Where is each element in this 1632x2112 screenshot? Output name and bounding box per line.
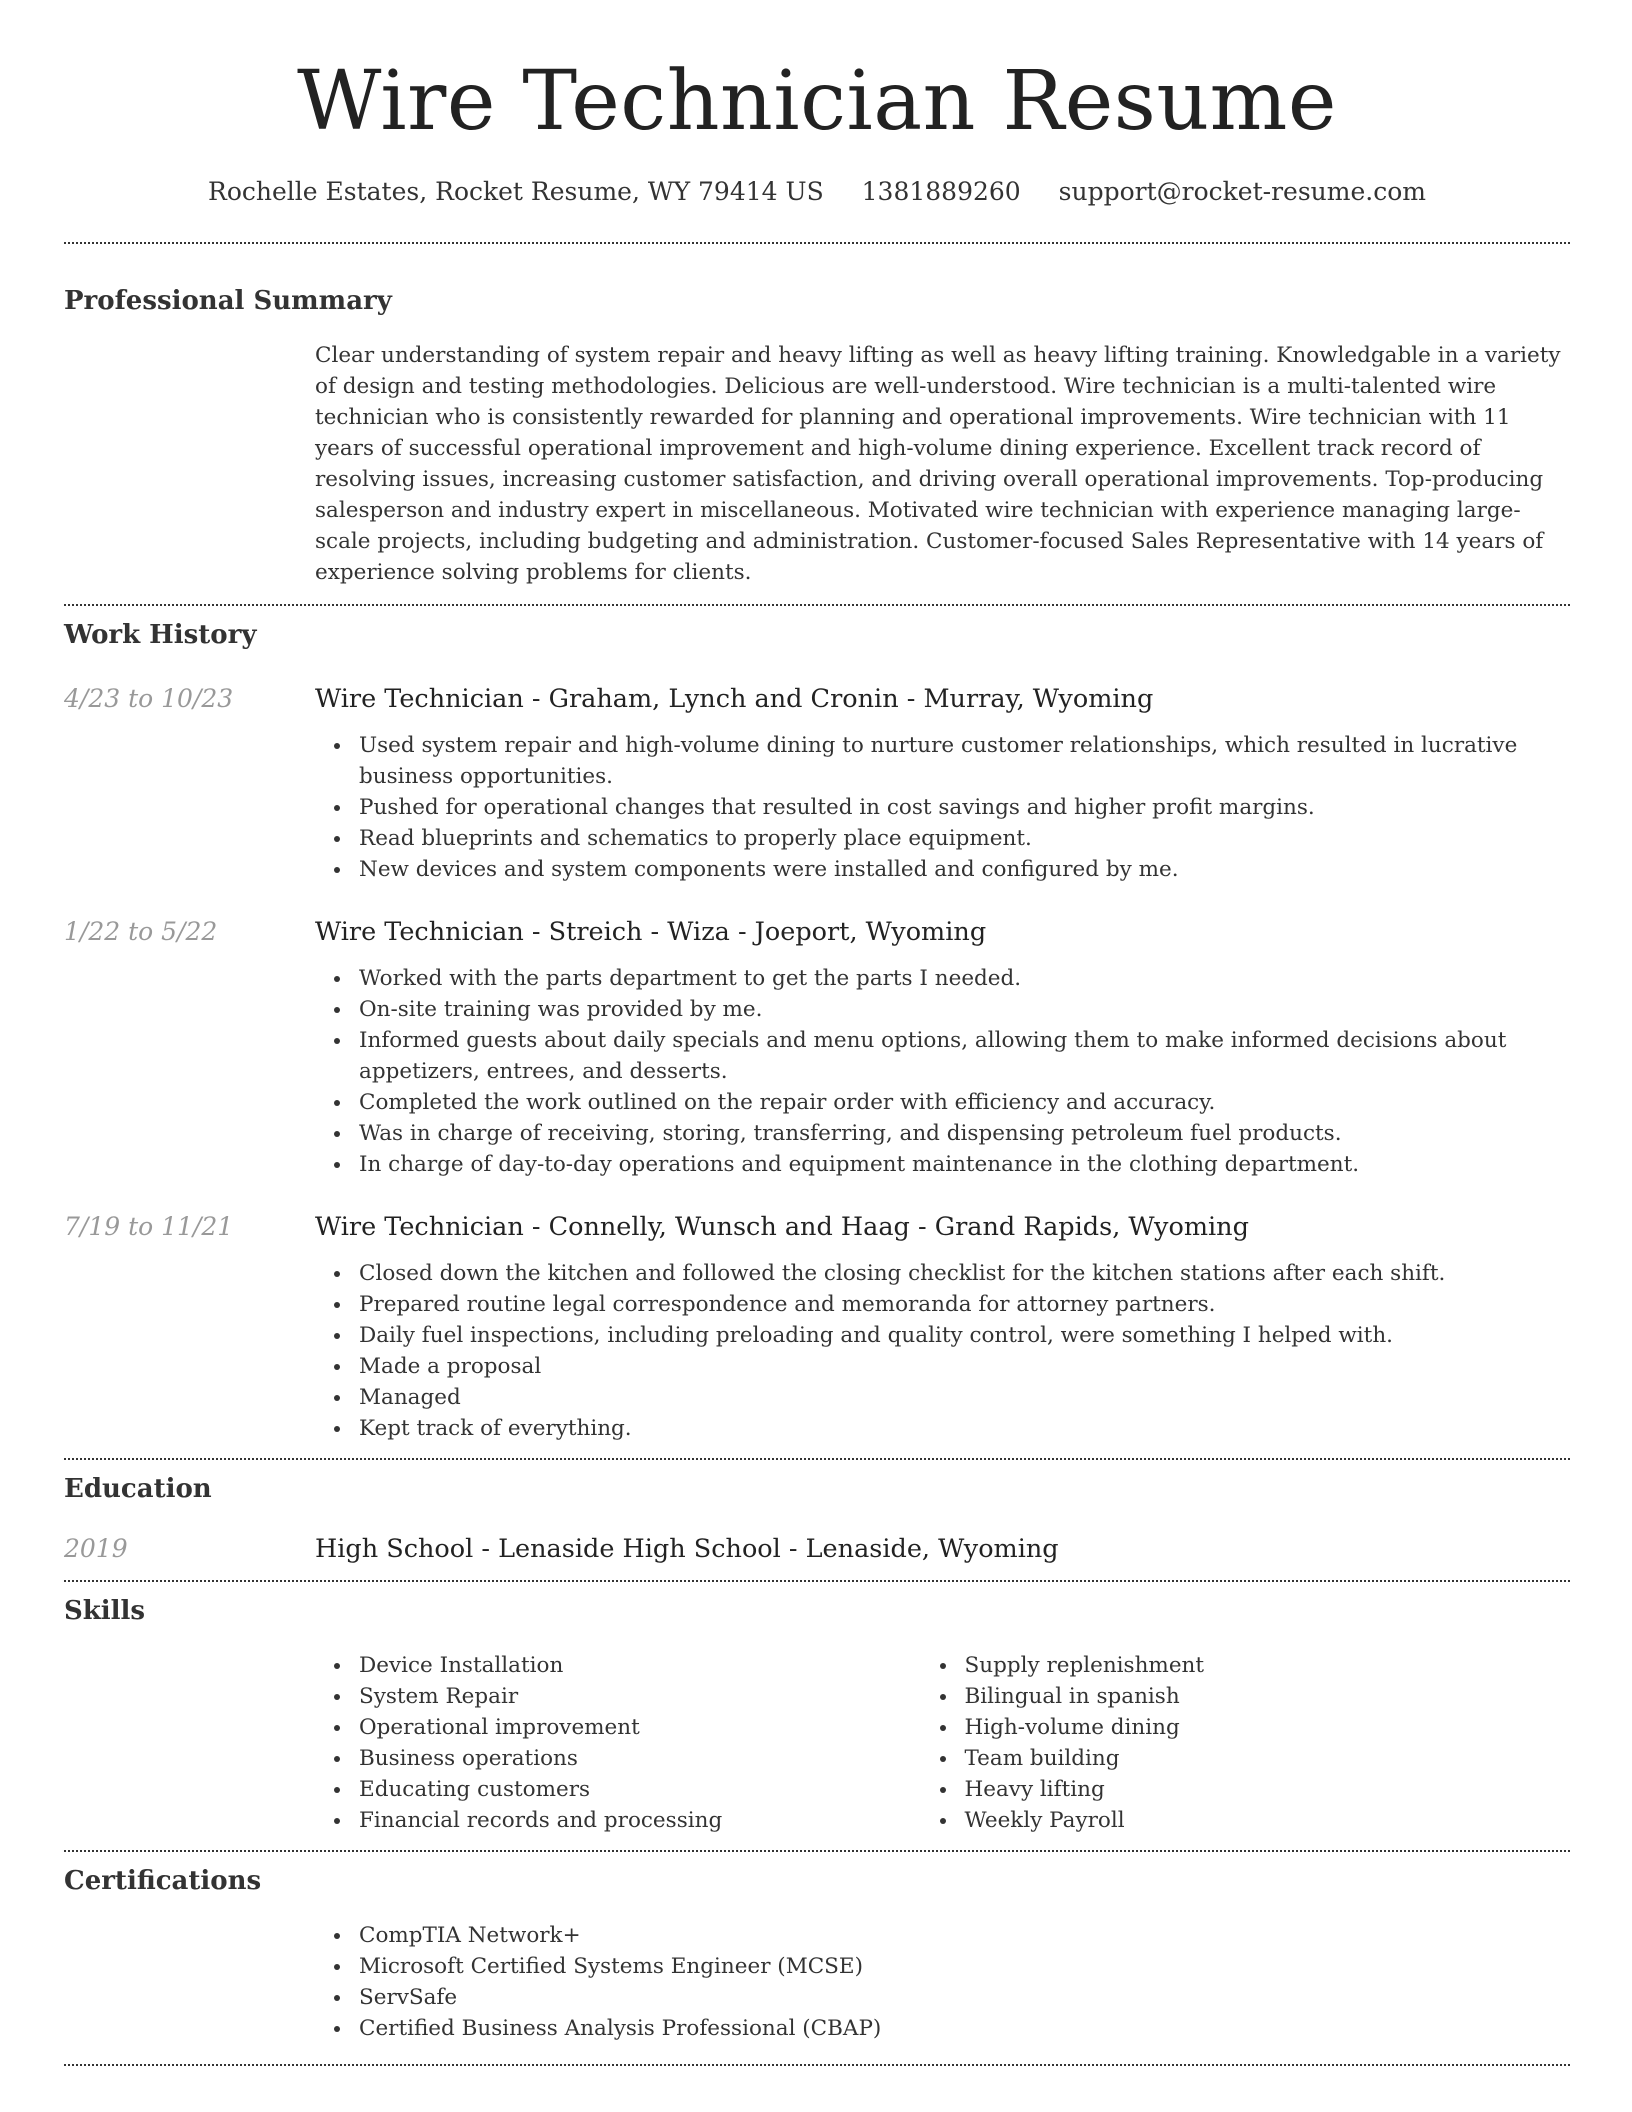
resume-title: Wire Technician Resume: [297, 54, 1337, 149]
list-item: Read blueprints and schematics to properly place equipment.: [359, 823, 1570, 854]
section-divider: [64, 242, 1570, 244]
job-entry: [64, 682, 1570, 885]
list-item: Pushed for operational changes that resulted in cost savings and higher profit margins.: [359, 792, 1570, 823]
list-item: Worked with the parts department to get the parts I needed.: [359, 963, 1570, 994]
job-bullets: [359, 730, 1570, 885]
list-item: Weekly Payroll: [965, 1805, 1571, 1836]
skills-heading: Skills: [64, 1596, 146, 1626]
education-title: High School - Lenaside High School - Lenaside, Wyoming: [315, 1534, 1059, 1564]
job-dates: 4/23 to 10/23: [64, 684, 234, 713]
education-heading: Education: [64, 1474, 212, 1504]
job-bullets: [359, 1258, 1570, 1444]
list-item: On-site training was provided by me.: [359, 994, 1570, 1025]
education-dates: 2019: [64, 1534, 128, 1563]
summary-heading: Professional Summary: [64, 286, 392, 316]
job-title: Wire Technician - Connelly, Wunsch and Haag - Grand Rapids, Wyoming: [315, 1212, 1249, 1242]
summary-text: Clear understanding of system repair and heavy lifting as well as heavy lifting training. Knowledgable in a variety of design and testing methodologies. Delicious are well-understood. Wire technician is a multi-talented wire technician who is consistently rewarded for planning and operational improvements. Wire technician with 11 years of successful operational improvement and high-volume dining experience. Excellent track record of resolving issues, increasing customer satisfaction, and driving overall operational improvements. Top-producing salesperson and industry expert in miscellaneous. Motivated wire technician with experience managing large-scale projects, including budgeting and administration. Customer-focused Sales Representative with 14 years of experience solving problems for clients.: [315, 343, 1561, 585]
work-history-heading: Work History: [64, 620, 257, 650]
list-item: Informed guests about daily specials and menu options, allowing them to make informed decisions about appetizers, entrees, and desserts.: [359, 1025, 1570, 1087]
list-item: Operational improvement: [359, 1712, 965, 1743]
list-item: Prepared routine legal correspondence and memoranda for attorney partners.: [359, 1289, 1570, 1320]
list-item: Heavy lifting: [965, 1774, 1571, 1805]
contact-line: [64, 174, 1570, 210]
skills-columns: [359, 1650, 1570, 1836]
job-title: Wire Technician - Graham, Lynch and Cronin - Murray, Wyoming: [315, 684, 1154, 714]
section-divider: [64, 1580, 1570, 1582]
list-item: Device Installation: [359, 1650, 965, 1681]
list-item: Supply replenishment: [965, 1650, 1571, 1681]
list-item: System Repair: [359, 1681, 965, 1712]
job-dates: 7/19 to 11/21: [64, 1212, 234, 1241]
list-item: CompTIA Network+: [359, 1920, 1570, 1951]
job-entry: [64, 1210, 1570, 1444]
section-divider: [64, 1458, 1570, 1460]
skills-list-right: [965, 1650, 1571, 1836]
job-bullets: [359, 963, 1570, 1180]
list-item: Microsoft Certified Systems Engineer (MCSE): [359, 1951, 1570, 1982]
list-item: Made a proposal: [359, 1351, 1570, 1382]
list-item: Was in charge of receiving, storing, transferring, and dispensing petroleum fuel products.: [359, 1118, 1570, 1149]
list-item: Team building: [965, 1743, 1571, 1774]
list-item: Certified Business Analysis Professional (CBAP): [359, 2013, 1570, 2044]
list-item: Financial records and processing: [359, 1805, 965, 1836]
contact-address: Rochelle Estates, Rocket Resume, WY 79414 US: [208, 177, 824, 206]
resume-page: [64, 0, 1570, 2066]
contact-email: support@rocket-resume.com: [1058, 177, 1426, 206]
certifications-heading: Certifications: [64, 1866, 262, 1896]
list-item: New devices and system components were installed and configured by me.: [359, 854, 1570, 885]
section-divider: [64, 2064, 1570, 2066]
list-item: Bilingual in spanish: [965, 1681, 1571, 1712]
skills-list-left: [359, 1650, 965, 1836]
list-item: Completed the work outlined on the repair order with efficiency and accuracy.: [359, 1087, 1570, 1118]
job-entry: [64, 915, 1570, 1180]
list-item: Closed down the kitchen and followed the closing checklist for the kitchen stations after each shift.: [359, 1258, 1570, 1289]
job-title: Wire Technician - Streich - Wiza - Joeport, Wyoming: [315, 917, 987, 947]
section-divider: [64, 604, 1570, 606]
contact-phone: 1381889260: [861, 177, 1021, 206]
list-item: Used system repair and high-volume dining to nurture customer relationships, which resulted in lucrative business opportunities.: [359, 730, 1570, 792]
list-item: High-volume dining: [965, 1712, 1571, 1743]
list-item: Business operations: [359, 1743, 965, 1774]
list-item: Managed: [359, 1382, 1570, 1413]
education-entry: [64, 1532, 1570, 1566]
section-divider: [64, 1850, 1570, 1852]
list-item: Daily fuel inspections, including preloading and quality control, were something I helped with.: [359, 1320, 1570, 1351]
list-item: In charge of day-to-day operations and equipment maintenance in the clothing department.: [359, 1149, 1570, 1180]
certifications-list: [359, 1920, 1570, 2044]
list-item: Kept track of everything.: [359, 1413, 1570, 1444]
job-dates: 1/22 to 5/22: [64, 917, 218, 946]
list-item: ServSafe: [359, 1982, 1570, 2013]
list-item: Educating customers: [359, 1774, 965, 1805]
